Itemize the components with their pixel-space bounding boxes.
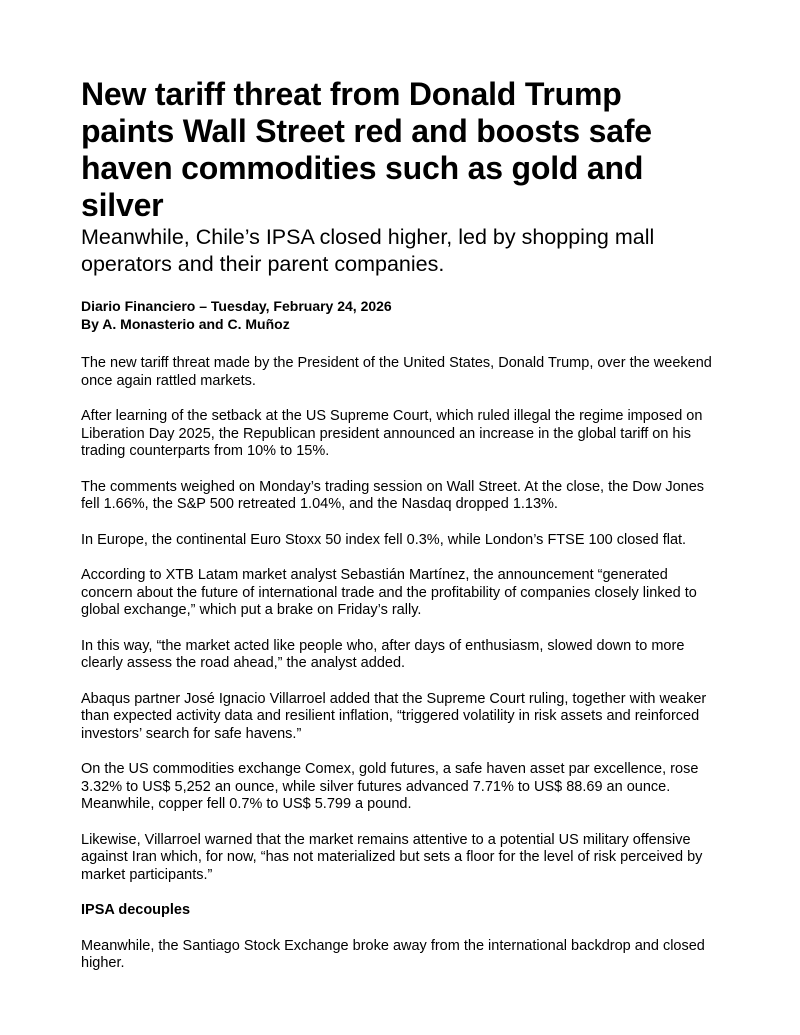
paragraph: Abaqus partner José Ignacio Villarroel added that the Supreme Court ruling, together with weaker than expected activity data and resilient inflation, “triggered volatility in risk assets and reinforced investors’ search for safe havens.”: [81, 690, 707, 742]
document-page: [81, 76, 721, 991]
paragraph: According to XTB Latam market analyst Sebastián Martínez, the announcement “generated concern about the future of international trade and the profitability of companies closely linked to global exchange,” which put a brake on Friday’s rally.: [81, 567, 697, 618]
paragraph: In this way, “the market acted like people who, after days of enthusiasm, slowed down to more clearly assess the road ahead,” the analyst added.: [81, 637, 685, 671]
paragraph: The comments weighed on Monday’s trading session on Wall Street. At the close, the Dow Jones fell 1.66%, the S&P 500 retreated 1.04%, and the Nasdaq dropped 1.13%.: [81, 478, 705, 512]
dateline: Diario Financiero – Tuesday, February 24, 2026: [81, 298, 392, 314]
subheadline: Meanwhile, Chile’s IPSA closed higher, led by shopping mall operators and their parent companies.: [81, 225, 655, 276]
paragraph: In Europe, the continental Euro Stoxx 50 index fell 0.3%, while London’s FTSE 100 closed flat.: [81, 531, 687, 548]
paragraph: Meanwhile, the Santiago Stock Exchange broke away from the international backdrop and closed higher.: [81, 937, 705, 971]
headline: New tariff threat from Donald Trump paints Wall Street red and boosts safe haven commodities such as gold and silver: [81, 76, 652, 223]
article-meta: [81, 298, 721, 333]
section-heading: IPSA decouples: [81, 902, 191, 918]
paragraph: Likewise, Villarroel warned that the market remains attentive to a potential US military offensive against Iran which, for now, “has not materialized but sets a floor for the level of risk perceived by market participants.”: [81, 831, 703, 883]
paragraph: On the US commodities exchange Comex, gold futures, a safe haven asset par excellence, rose 3.32% to US$ 5,252 an ounce, while silver futures advanced 7.71% to US$ 88.69 an ounce. Meanwhile, copper fell 0.7% to US$ 5.799 a pound.: [81, 761, 699, 812]
paragraph: The new tariff threat made by the President of the United States, Donald Trump, over the weekend once again rattled markets.: [81, 355, 712, 389]
paragraph: After learning of the setback at the US Supreme Court, which ruled illegal the regime imposed on Liberation Day 2025, the Republican president announced an increase in the global tariff on his trading counterparts from 10% to 15%.: [81, 408, 703, 459]
article-body: [81, 355, 721, 973]
byline: By A. Monasterio and C. Muñoz: [81, 315, 290, 332]
